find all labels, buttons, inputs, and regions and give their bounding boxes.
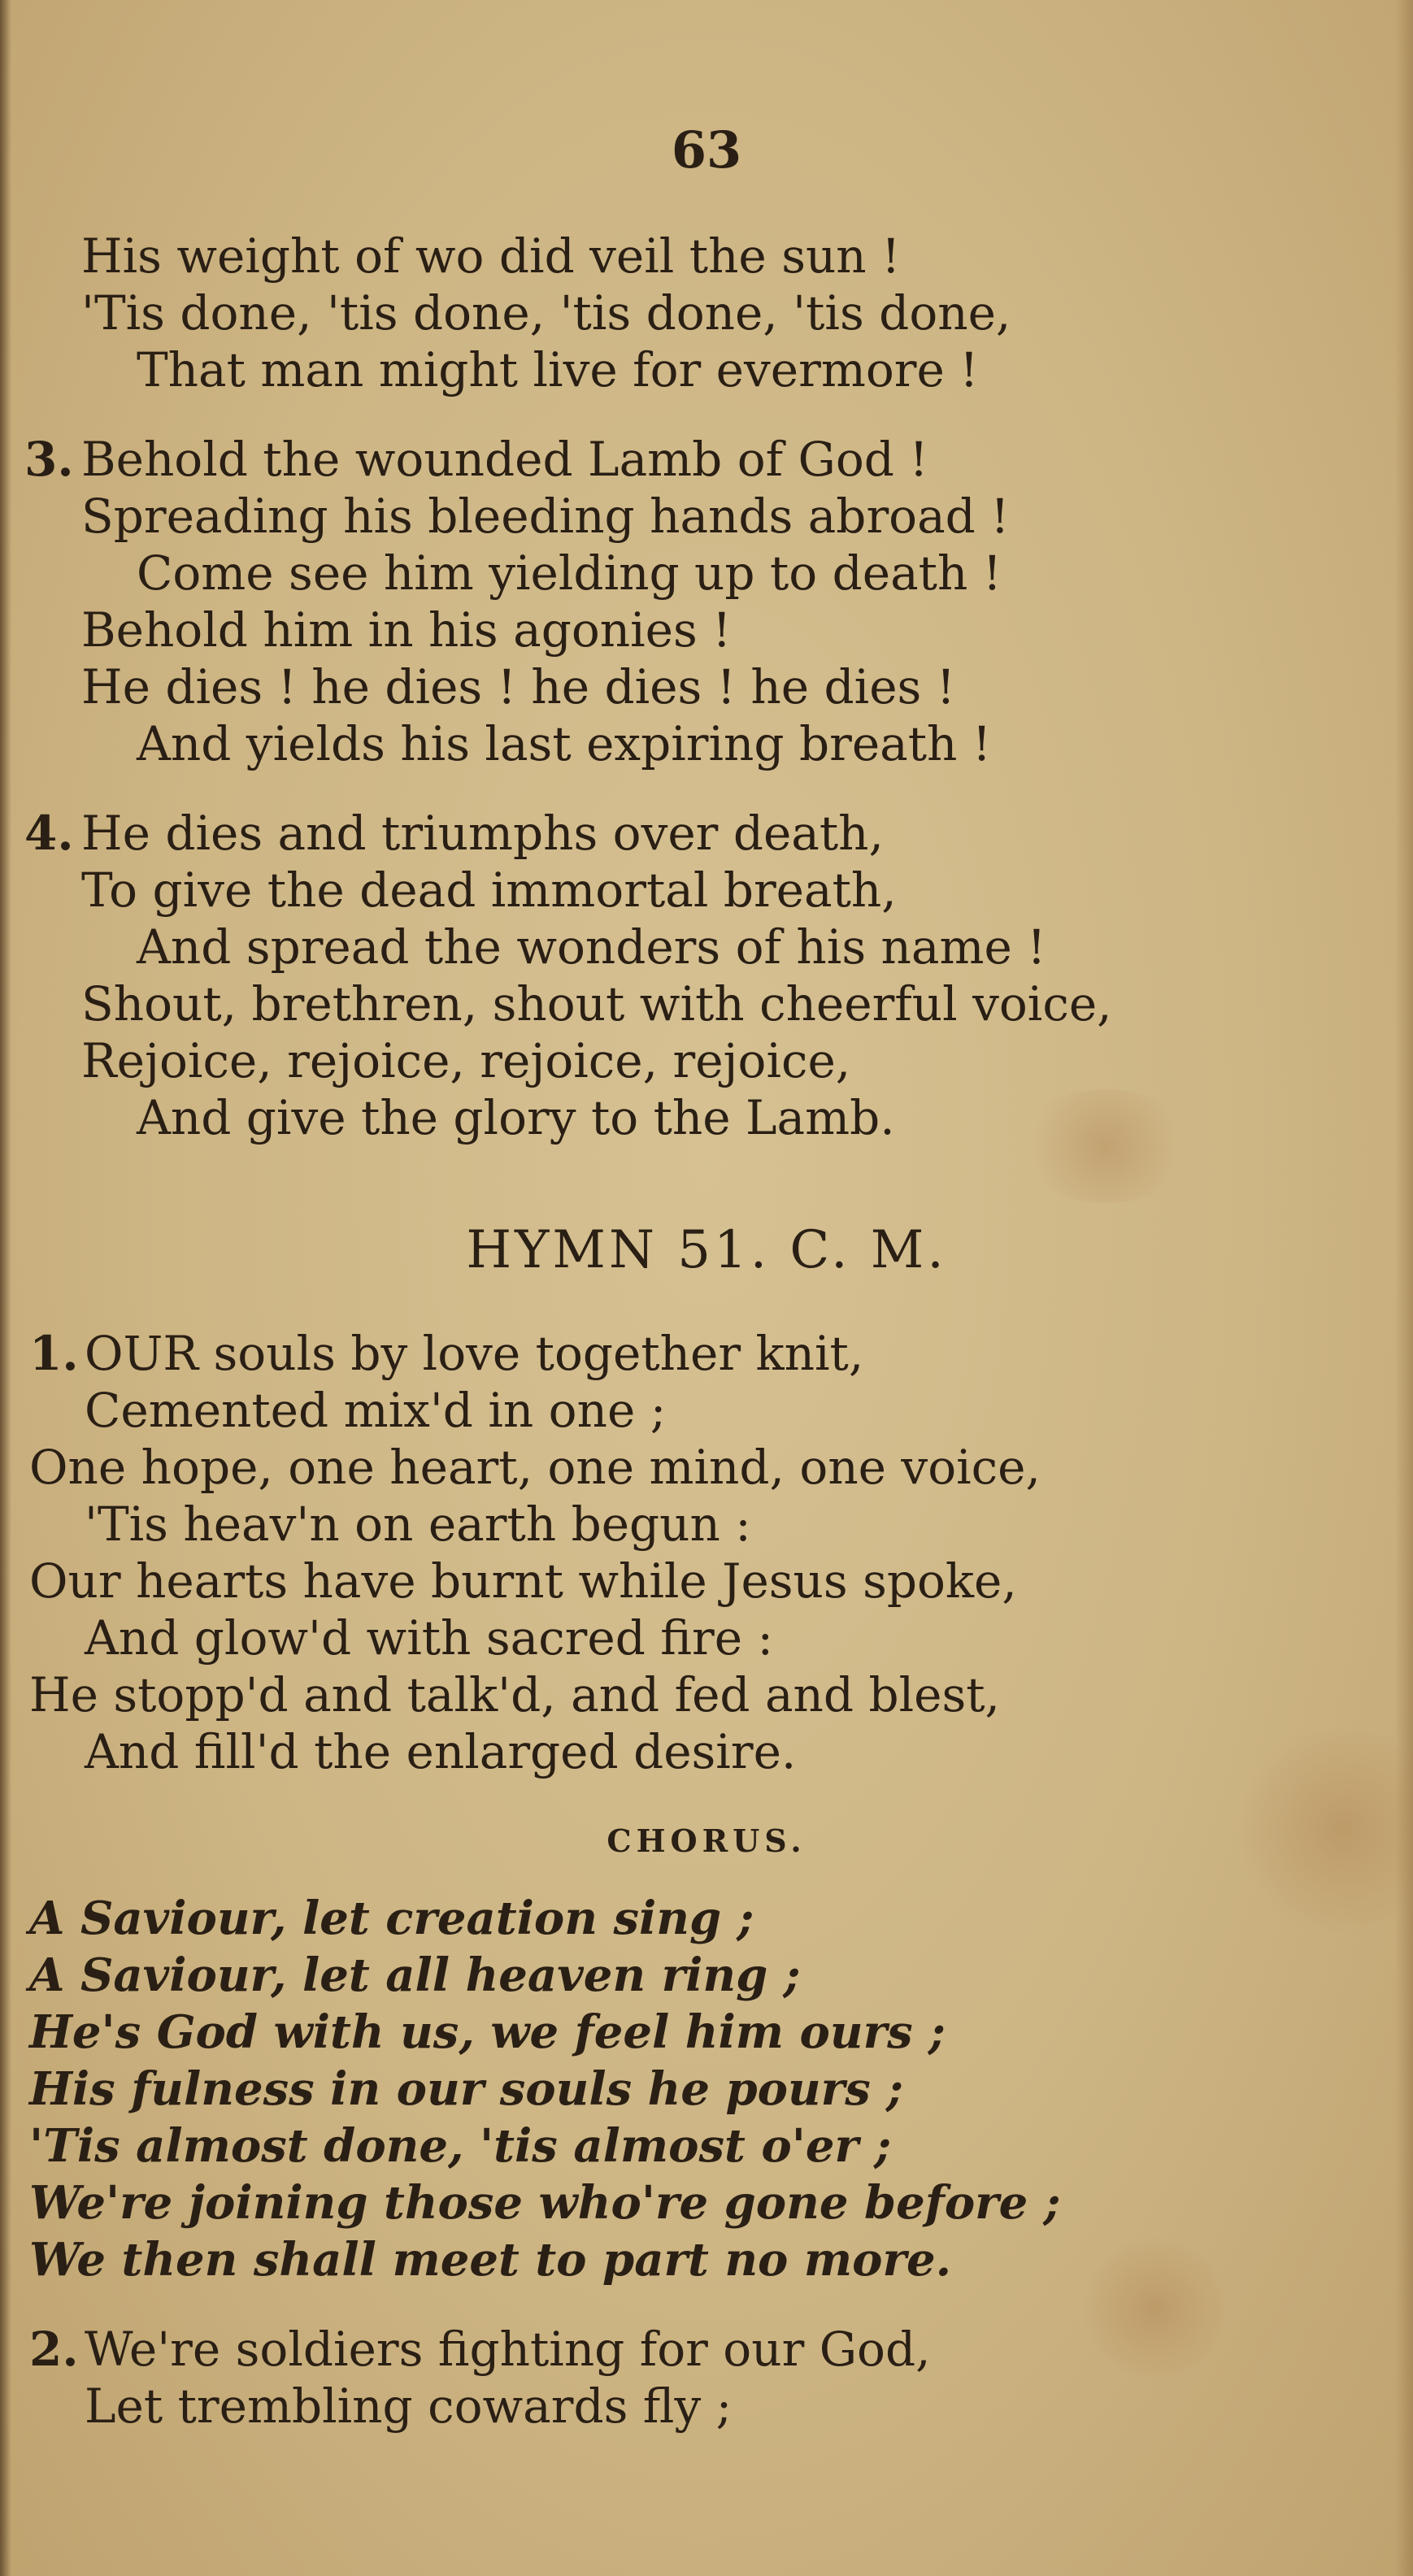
page-edge-left	[0, 0, 11, 2576]
chorus-line: A Saviour, let all heaven ring ;	[29, 1948, 801, 2002]
verse-line: And glow'd with sacred fire :	[85, 1610, 774, 1666]
chorus-line: We're joining those who're gone before ;	[29, 2176, 1061, 2230]
verse-line: Our hearts have burnt while Jesus spoke,	[29, 1553, 1017, 1609]
stanza-number: 3.	[24, 432, 74, 487]
verse-line: Behold him in his agonies !	[81, 602, 732, 658]
verse-line: Rejoice, rejoice, rejoice, rejoice,	[81, 1033, 851, 1088]
page-edge-right	[1395, 0, 1413, 2576]
chorus-line: We then shall meet to part no more.	[29, 2233, 952, 2287]
hymn-title: HYMN 51. C. M.	[466, 1220, 947, 1280]
page-number: 63	[671, 120, 742, 180]
verse-line: 'Tis heav'n on earth begun :	[85, 1497, 751, 1552]
verse-line: He dies and triumphs over death,	[81, 806, 884, 861]
verse-line: And fill'd the enlarged desire.	[85, 1724, 797, 1779]
verse-line: OUR souls by love together knit,	[85, 1326, 864, 1381]
verse-line: And yields his last expiring breath !	[137, 716, 992, 771]
verse-line: He stopp'd and talk'd, and fed and blest,	[29, 1667, 1000, 1722]
chorus-line: A Saviour, let creation sing ;	[29, 1892, 754, 1945]
verse-line: And spread the wonders of his name !	[137, 919, 1046, 975]
verse-line: To give the dead immortal breath,	[81, 862, 897, 918]
verse-line: One hope, one heart, one mind, one voice,	[29, 1440, 1041, 1495]
verse-line: Come see him yielding up to death !	[137, 545, 1002, 601]
verse-line: And give the glory to the Lamb.	[137, 1090, 895, 1145]
verse-line: That man might live for evermore !	[137, 342, 979, 397]
verse-line: 'Tis done, 'tis done, 'tis done, 'tis done,	[81, 285, 1011, 341]
chorus-heading: CHORUS.	[607, 1822, 806, 1859]
paper-stain	[1016, 1089, 1195, 1203]
stanza-number: 4.	[24, 806, 74, 861]
verse-line: Shout, brethren, shout with cheerful voice,	[81, 976, 1112, 1032]
chorus-line: 'Tis almost done, 'tis almost o'er ;	[29, 2119, 892, 2173]
verse-line: Let trembling cowards fly ;	[85, 2378, 733, 2434]
paper-stain	[1081, 2235, 1228, 2382]
stanza-number: 2.	[29, 2322, 79, 2377]
verse-line: We're soldiers fighting for our God,	[85, 2322, 931, 2377]
chorus-line: He's God with us, we feel him ours ;	[29, 2005, 946, 2059]
verse-line: He dies ! he dies ! he dies ! he dies !	[81, 659, 956, 715]
stanza-number: 1.	[29, 1326, 79, 1381]
verse-line: Behold the wounded Lamb of God !	[81, 432, 928, 487]
verse-line: Cemented mix'd in one ;	[85, 1383, 667, 1438]
chorus-line: His fulness in our souls he pours ;	[29, 2062, 903, 2116]
verse-line: His weight of wo did veil the sun !	[81, 228, 901, 284]
verse-line: Spreading his bleeding hands abroad !	[81, 489, 1010, 544]
